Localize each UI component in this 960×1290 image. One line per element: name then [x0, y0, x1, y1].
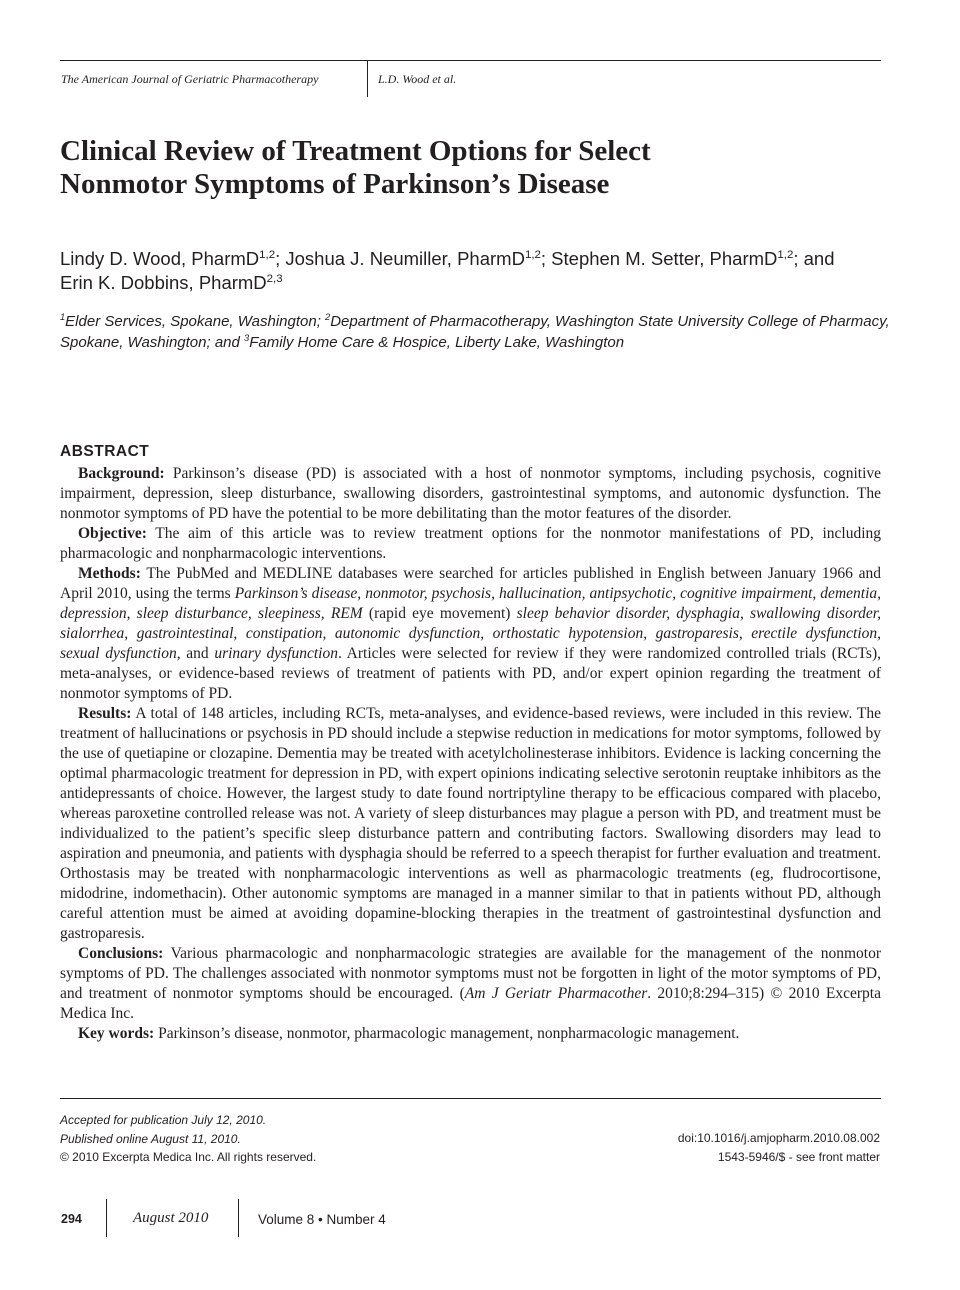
abstract-objective: [60, 524, 881, 564]
footer-divider: [238, 1199, 239, 1237]
header-rule: [60, 60, 881, 61]
author-name: Stephen M. Setter, PharmD: [551, 248, 778, 269]
abstract-body: [60, 464, 881, 1044]
methods-search-terms: urinary dysfunction: [214, 645, 338, 662]
background-text: Parkinson’s disease (PD) is associated with a host of nonmotor symptoms, including psychosis, cognitive impairment, depression, sleep disturbance, swallowing disorders, gastrointestinal symptoms, and autonomic dysfunction. The nonmotor symptoms of PD have the potential to be more debilitating than the motor features of the disorder.: [60, 465, 882, 522]
objective-text: The aim of this article was to review treatment options for the nonmotor manifestations of PD, including pharmacologic and nonpharmacologic interventions.: [60, 525, 881, 562]
article-identifiers: [678, 1129, 880, 1166]
methods-text: (rapid eye movement): [362, 605, 517, 622]
footnote-rule: [60, 1098, 881, 1099]
affiliations: [60, 312, 890, 353]
methods-search-terms: Parkinson’s disease, nonmotor, psychosis, hallucination, antipsychotic, cognitive impairment, dementia, depression, sleep disturbance, sleepiness, REM: [60, 585, 882, 622]
affiliation-text: Department of Pharmacotherapy, Washington State University College of Pharmacy, Spokane, Washington; and: [60, 313, 890, 351]
abstract-background: [60, 464, 881, 524]
affiliation-text: Elder Services, Spokane, Washington;: [65, 313, 326, 330]
methods-text: and: [180, 645, 215, 662]
abstract-heading: ABSTRACT: [60, 443, 150, 460]
affiliation-text: Family Home Care & Hospice, Liberty Lake, Washington: [249, 333, 625, 351]
doi: doi:10.1016/j.amjopharm.2010.08.002: [677, 1131, 880, 1145]
author-separator: ;: [275, 248, 286, 269]
copyright-notice: © 2010 Excerpta Medica Inc. All rights reserved.: [60, 1150, 317, 1164]
author-name: Joshua J. Neumiller, PharmD: [285, 248, 525, 269]
author-list: [60, 247, 890, 295]
abstract-results: [60, 704, 881, 944]
author-affiliation-marker: 1,2: [259, 248, 276, 261]
citation-details: . 2010;8:294–315) © 2010 Excerpta Medica Inc.: [60, 985, 881, 1022]
conclusions-text: Various pharmacologic and nonpharmacologic strategies are available for the management of the nonmotor symptoms of PD. The challenges associated with nonmotor symptoms must not be forgotten in light of the motor symptoms of PD, and treatment of nonmotor symptoms should be encouraged. (: [60, 945, 881, 1002]
article-title: [60, 135, 880, 201]
citation-journal: Am J Geriatr Pharmacother: [464, 985, 648, 1002]
methods-search-terms: sleep behavior disorder, dysphagia, swallowing disorder, sialorrhea, gastrointestinal, constipation, autonomic dysfunction, orthostatic hypotension, gastroparesis, erectile dysfunction, sexual dysfunction,: [60, 605, 881, 662]
abstract-conclusions: [60, 944, 881, 1024]
author-separator: ;: [540, 248, 552, 269]
volume-issue: Volume 8 • Number 4: [258, 1212, 386, 1227]
methods-text: . Articles were selected for review if they were randomized controlled trials (RCTs), meta-analyses, or evidence-based reviews of treatment of patients with PD, and/or expert opinion regarding the treatment of nonmotor symptoms of PD.: [60, 645, 881, 702]
accepted-date: Accepted for publication July 12, 2010.: [60, 1113, 267, 1127]
keywords-text: Parkinson’s disease, nonmotor, pharmacologic management, nonpharmacologic management.: [158, 1025, 740, 1042]
header-divider: [367, 60, 368, 97]
results-text: A total of 148 articles, including RCTs, meta-analyses, and evidence-based reviews, were included in this review. The treatment of hallucinations or psychosis in PD should include a stepwise reduction in medications for motor symptoms, followed by the use of quetiapine or clozapine. Dementia may be treated with acetylcholinesterase inhibitors. Evidence is lacking concerning the optimal pharmacologic treatment for depression in PD, with expert opinions indicating selective serotonin reuptake inhibitors as the antidepressants of choice. However, the largest study to date found nortriptyline therapy to be efficacious compared with placebo, whereas paroxetine controlled release was not. A variety of sleep disturbances may plague a person with PD, and treatment must be individualized to the patient’s specific sleep disturbance pattern and contributing factors. Swallowing disorders may lead to aspiration and pneumonia, and patients with dysphagia should be referred to a speech therapist for further evaluation and treatment. Orthostasis may be treated with nonpharmacologic interventions as well as pharmacologic treatments (eg, fludrocortisone, midodrine, indomethacin). Other autonomic symptoms are managed in a manner similar to that in patients without PD, although careful attention must be aimed at avoiding dopamine-blocking therapies in the treatment of gastrointestinal dysfunction and gastroparesis.: [60, 705, 881, 942]
author-affiliation-marker: 1,2: [777, 248, 794, 261]
running-header-authors: L.D. Wood et al.: [378, 72, 457, 86]
methods-label: Methods:: [78, 565, 141, 582]
affiliation-marker: 1: [60, 312, 66, 322]
objective-label: Objective:: [78, 525, 147, 542]
methods-text: The PubMed and MEDLINE databases were searched for articles published in English between January 1966 and April 2010, using the terms: [60, 565, 881, 602]
abstract-keywords: [60, 1024, 881, 1044]
author-name: Lindy D. Wood, PharmD: [60, 248, 260, 269]
footer-divider: [106, 1199, 107, 1237]
page-number: 294: [61, 1212, 82, 1226]
keywords-label: Key words:: [78, 1025, 155, 1042]
published-date: Published online August 11, 2010.: [60, 1131, 241, 1146]
issn: 1543-5946/$ - see front matter: [717, 1149, 880, 1164]
affiliation-marker: 3: [244, 332, 250, 343]
author-name: Erin K. Dobbins, PharmD: [60, 272, 267, 293]
background-label: Background:: [78, 465, 165, 482]
article-title-line-2: Nonmotor Symptoms of Parkinson’s Disease: [60, 168, 610, 200]
author-affiliation-marker: 1,2: [524, 248, 541, 261]
running-header-journal: The American Journal of Geriatric Pharmacotherapy: [61, 72, 319, 86]
author-affiliation-marker: 2,3: [266, 272, 283, 285]
results-label: Results:: [78, 705, 132, 722]
conclusions-label: Conclusions:: [78, 945, 164, 962]
issue-date: August 2010: [133, 1210, 209, 1226]
publication-history: [60, 1111, 316, 1167]
abstract-methods: [60, 564, 881, 704]
article-title-line-1: Clinical Review of Treatment Options for Select: [60, 135, 651, 167]
affiliation-marker: 2: [325, 312, 331, 322]
author-separator: ; and: [793, 248, 835, 269]
